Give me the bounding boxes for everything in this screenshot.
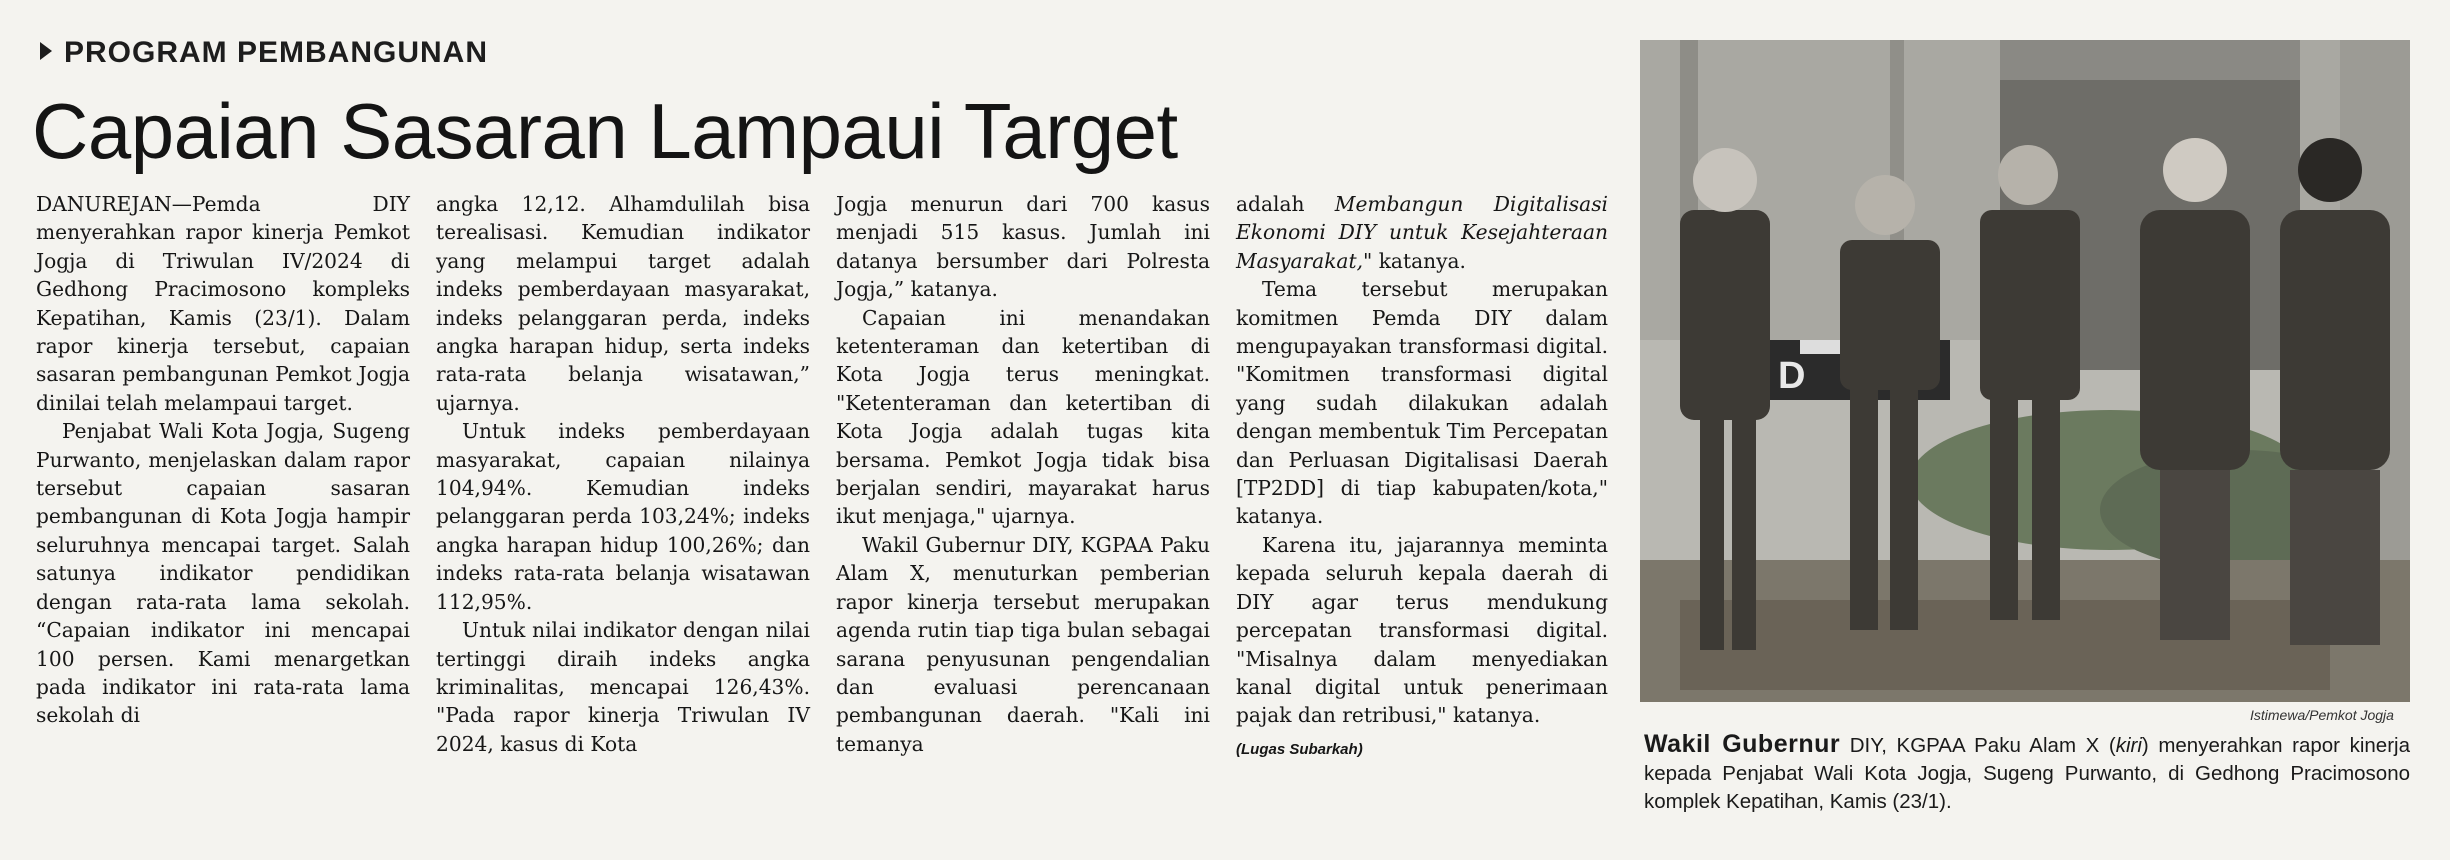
- paragraph: Tema tersebut merupakan komitmen Pemda DIY dalam mengupayakan transformasi digital. "Komitmen transformasi digital yang sudah dilakukan adalah dengan membentuk Tim Percepatan dan Perluasan Digitalisasi Daerah [TP2DD] di tiap kabupaten/kota," katanya.: [1236, 277, 1608, 529]
- paragraph: DANUREJAN—Pemda DIY menyerahkan rapor kinerja Pemkot Jogja di Triwulan IV/2024 di Gedhong Pracimosono kompleks Kepatihan, Kamis (23/1). Dalam rapor kinerja tersebut, capaian sasaran pembangunan Pemkot Jogja dinilai telah melampaui target.: [36, 192, 410, 415]
- paragraph: Untuk indeks pemberdayaan masyarakat, capaian nilainya 104,94%. Kemudian indeks pelanggaran perda 103,24%; indeks angka harapan hidup 100,26%; dan indeks rata-rata belanja wisatawan 112,95%.: [436, 419, 810, 614]
- photo-illustration: [1640, 40, 2410, 702]
- paragraph: Capaian ini menandakan ketenteraman dan ketertiban di Kota Jogja terus meningkat. "Ketenteraman dan ketertiban di Kota Jogja adalah tugas kita bersama. Pemkot Jogja tidak bisa berjalan sendiri, mayarakat harus ikut menjaga," ujarnya.: [836, 305, 1210, 529]
- triangle-bullet-icon: [40, 42, 52, 60]
- paragraph: Untuk nilai indikator dengan nilai tertinggi diraih indeks angka kriminalitas, mencapai 126,43%. "Pada rapor kinerja Triwulan IV 2024, kasus di Kota: [436, 618, 810, 756]
- caption-text: DIY, KGPAA Paku Alam X (: [1840, 734, 2116, 757]
- headline: Capaian Sasaran Lampaui Target: [32, 87, 1178, 175]
- photo-caption: [1644, 730, 2410, 816]
- paragraph: Penjabat Wali Kota Jogja, Sugeng Purwanto, menjelaskan dalam rapor tersebut capaian sasaran pembangunan di Kota Jogja hampir seluruhnya mencapai target. Salah satunya indikator pendidikan dengan rata-rata lama sekolah. “Capaian indikator ini mencapai 100 persen. Kami menargetkan pada indikator ini rata-rata lama sekolah di: [36, 419, 410, 728]
- article-column-3: [836, 190, 1210, 758]
- section-kicker: [40, 36, 488, 70]
- photo-credit: Istimewa/Pemkot Jogja: [2250, 707, 2394, 723]
- paragraph-tail: " katanya.: [1363, 248, 1466, 273]
- article-column-2: [436, 190, 810, 758]
- caption-text-end: ) menyerahkan rapor kinerja kepada Penjabat Wali Kota Jogja, Sugeng Purwanto, di Gedhong Pracimosono komplek Kepatihan, Kamis (23/1).: [1644, 734, 2410, 813]
- paragraph: Karena itu, jajarannya meminta kepada seluruh kepala daerah di DIY agar terus mendukung percepatan transformasi digital. "Misalnya dalam menyediakan kanal digital untuk penerimaan pajak dan retribusi," katanya.: [1236, 532, 1608, 728]
- byline: (Lugas Subarkah): [1236, 740, 1363, 758]
- theme-italic: Membangun Digitalisasi Ekonomi DIY untuk Kesejahteraan Masyarakat,: [1236, 192, 1609, 273]
- kicker-text: PROGRAM PEMBANGUNAN: [64, 36, 488, 69]
- news-photo: [1640, 40, 2410, 702]
- article-column-1: [36, 190, 410, 730]
- banner-letter: D: [1778, 355, 1806, 397]
- article-column-4: [1236, 190, 1608, 764]
- caption-italic: kiri: [2115, 734, 2142, 757]
- caption-lead: Wakil Gubernur: [1644, 730, 1841, 758]
- paragraph: Wakil Gubernur DIY, KGPAA Paku Alam X, menuturkan pemberian rapor kinerja tersebut merupakan agenda rutin tiap tiga bulan sebagai sarana penyusunan pengendalian dan evaluasi perencanaan pembangunan daerah. "Kali ini temanya: [836, 532, 1210, 756]
- paragraph: Jogja menurun dari 700 kasus menjadi 515 kasus. Jumlah ini datanya bersumber dari Polresta Jogja,” katanya.: [836, 192, 1210, 302]
- paragraph-start: adalah: [1236, 192, 1335, 216]
- paragraph: [1236, 190, 1608, 275]
- paragraph: angka 12,12. Alhamdulilah bisa terealisasi. Kemudian indikator yang melampui target adalah indeks pemberdayaan masyarakat, indeks pelanggaran perda, indeks angka harapan hidup, serta indeks rata-rata belanja wisatawan,” ujarnya.: [436, 192, 810, 415]
